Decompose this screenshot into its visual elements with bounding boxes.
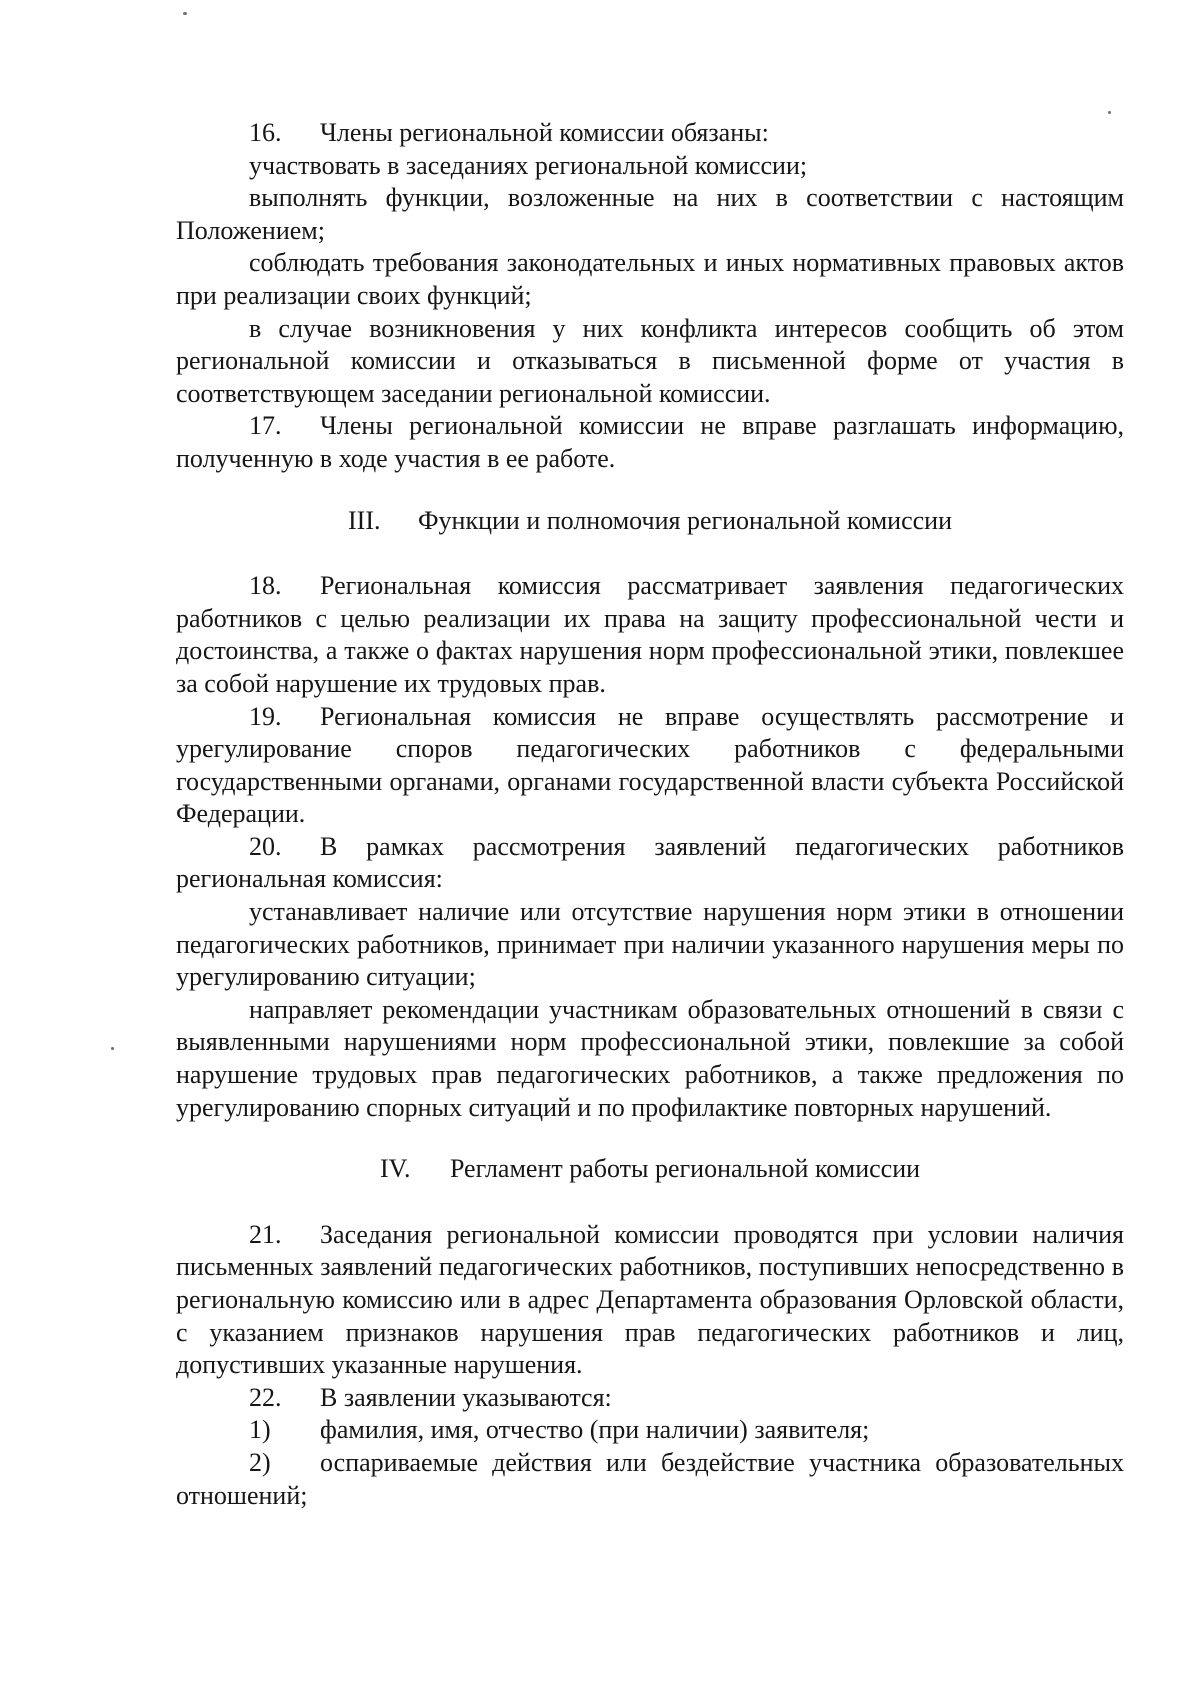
scan-speck bbox=[111, 1047, 114, 1050]
item-number: 17. bbox=[249, 411, 282, 441]
paragraph-22-item-2 bbox=[176, 1447, 1124, 1512]
paragraph-22-item-1 bbox=[176, 1414, 1124, 1447]
paragraph-text: Заседания региональной комиссии проводятся при условии наличия письменных заявлений педагогических работников, поступивших непосредственно в региональную комиссию или в адрес Департамента образования Орловской области, с указанием признаков нарушения прав педагогических работников и лиц, допустивших указанные нарушения. bbox=[176, 1219, 1124, 1380]
section-heading-4 bbox=[176, 1153, 1124, 1186]
paragraph-text: направляет рекомендации участникам образовательных отношений в связи с выявленными нарушениями норм профессиональной этики, повлекшие за собой нарушение трудовых прав педагогических работников, а также предложения по урегулированию спорных ситуаций и по профилактике повторных нарушений. bbox=[176, 994, 1124, 1122]
paragraph-20 bbox=[176, 831, 1124, 896]
item-number: 20. bbox=[249, 831, 282, 861]
paragraph-text: Члены региональной комиссии обязаны: bbox=[320, 118, 769, 147]
paragraph-text: Региональная комиссия не вправе осуществлять рассмотрение и урегулирование споров педагогических работников с федеральными государственными органами, органами государственной власти субъекта Российской Федерации. bbox=[176, 701, 1124, 829]
paragraph-20-function-2 bbox=[176, 994, 1124, 1124]
paragraph-text: Региональная комиссия рассматривает заявления педагогических работников с целью реализации их права на защиту профессиональной чести и достоинства, а также о фактах нарушения норм профессиональной этики, повлекшее за собой нарушение их трудовых прав. bbox=[176, 571, 1124, 698]
scan-speck bbox=[1108, 111, 1111, 114]
item-number: 22. bbox=[249, 1382, 282, 1412]
paragraph-text: В рамках рассмотрения заявлений педагогических работников региональная комиссия: bbox=[176, 831, 1124, 894]
paragraph-16-duty-2 bbox=[176, 182, 1124, 247]
paragraph-text: В заявлении указываются: bbox=[320, 1382, 612, 1412]
item-number: 18. bbox=[249, 571, 282, 601]
paragraph-text: Члены региональной комиссии не вправе разглашать информацию, полученную в ходе участия в ее работе. bbox=[176, 411, 1124, 473]
paragraph-22 bbox=[176, 1382, 1124, 1415]
section-title: Функции и полномочия региональной комиссии bbox=[418, 505, 952, 535]
section-number: III. bbox=[348, 505, 381, 535]
paragraph-20-function-1 bbox=[176, 896, 1124, 994]
paragraph-16-duty-4 bbox=[176, 313, 1124, 411]
paragraph-text: в случае возникновения у них конфликта интересов сообщить об этом региональной комиссии и отказываться в письменной форме от участия в соответствующем заседании региональной комиссии. bbox=[176, 313, 1124, 408]
item-number: 2) bbox=[249, 1447, 271, 1477]
item-number: 16. bbox=[249, 118, 282, 147]
paragraph-16 bbox=[176, 117, 1124, 150]
paragraph-21 bbox=[176, 1219, 1124, 1382]
item-number: 21. bbox=[249, 1219, 282, 1249]
section-number: IV. bbox=[379, 1154, 411, 1184]
paragraph-16-duty-1 bbox=[176, 150, 1124, 183]
section-heading-3 bbox=[176, 505, 1124, 538]
paragraph-18 bbox=[176, 570, 1124, 700]
item-number: 1) bbox=[249, 1415, 271, 1445]
scan-speck bbox=[183, 12, 187, 15]
paragraph-17 bbox=[176, 410, 1124, 475]
paragraph-text: устанавливает наличие или отсутствие нарушения норм этики в отношении педагогических работников, принимает при наличии указанного нарушения меры по урегулированию ситуации; bbox=[176, 897, 1124, 992]
item-number: 19. bbox=[249, 701, 282, 731]
paragraph-16-duty-3 bbox=[176, 247, 1124, 312]
paragraph-text: выполнять функции, возложенные на них в соответствии с настоящим Положением; bbox=[176, 183, 1124, 245]
section-title: Регламент работы региональной комиссии bbox=[449, 1154, 921, 1184]
paragraph-text: фамилия, имя, отчество (при наличии) заявителя; bbox=[320, 1415, 870, 1445]
paragraph-19 bbox=[176, 701, 1124, 831]
paragraph-text: соблюдать требования законодательных и иных нормативных правовых актов при реализации своих функций; bbox=[176, 248, 1124, 310]
document-text bbox=[176, 117, 1124, 1512]
paragraph-text: оспариваемые действия или бездействие участника образовательных отношений; bbox=[176, 1447, 1124, 1510]
paragraph-text: участвовать в заседаниях региональной комиссии; bbox=[249, 150, 808, 180]
